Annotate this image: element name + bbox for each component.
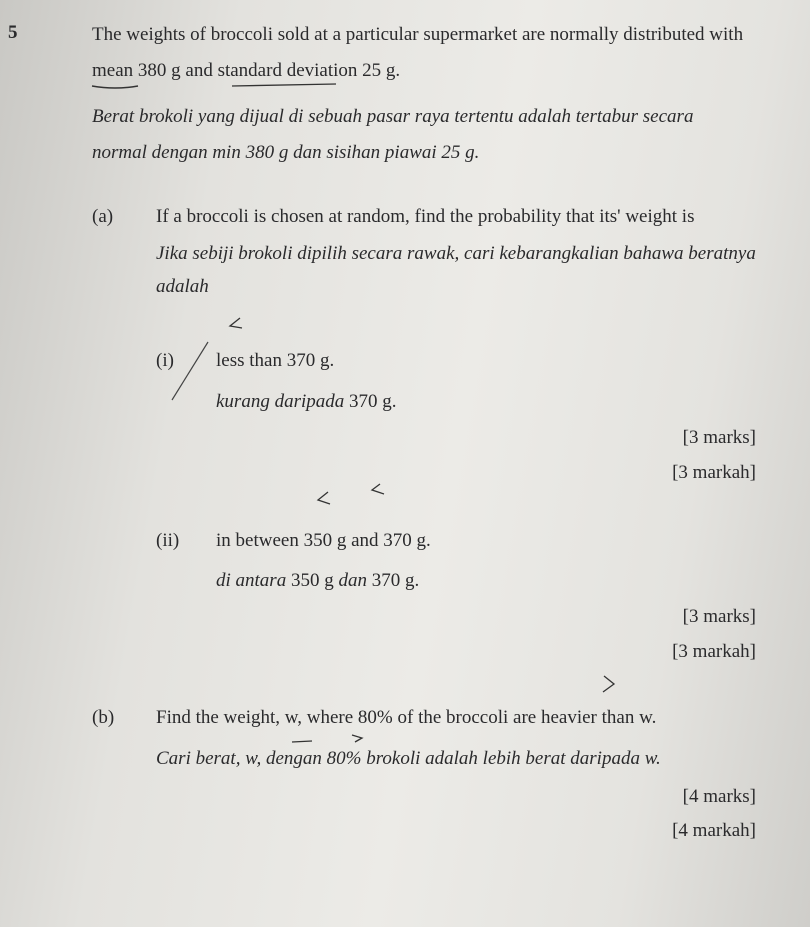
pen-stroke-mark [172, 342, 208, 400]
part-b-ms: Cari berat, w, dengan 80% brokoli adalah lebih berat daripada w. [156, 748, 661, 769]
less-than-mark [230, 318, 242, 328]
intro-en-line1: The weights of broccoli sold at a particular supermarket are normally distributed with [92, 24, 744, 45]
part-a-i-marks-ms: [3 markah] [672, 462, 756, 483]
underline-mark [232, 84, 336, 86]
part-a-ii-en: in between 350 g and 370 g. [216, 530, 431, 551]
part-b-label: (b) [92, 707, 115, 728]
intro-ms-line2: normal dengan min 380 g dan sisihan piawai 25 g. [92, 142, 480, 163]
part-a-ms-line2: adalah [156, 276, 209, 297]
part-a-i-ms: kurang daripada 370 g. [216, 391, 397, 412]
part-a-i-marks-en: [3 marks] [682, 427, 756, 448]
part-a-label: (a) [92, 206, 114, 227]
part-a-i-en: less than 370 g. [216, 350, 335, 371]
question-number: 5 [8, 22, 18, 43]
intro-en-line2: mean 380 g and standard deviation 25 g. [92, 60, 401, 81]
intro-ms-line1: Berat brokoli yang dijual di sebuah pasar raya tertentu adalah tertabur secara [92, 106, 694, 127]
greater-than-mark [603, 676, 614, 692]
greater-than-mark [352, 735, 362, 742]
underline-mark [292, 741, 312, 742]
part-b-marks-ms: [4 markah] [672, 820, 756, 841]
part-b-marks-en: [4 marks] [682, 786, 756, 807]
part-a-en: If a broccoli is chosen at random, find the probability that its' weight is [156, 206, 695, 227]
less-than-mark [372, 484, 384, 494]
part-a-ii-label: (ii) [156, 530, 180, 551]
part-a-ii-ms: di antara 350 g dan 370 g. [216, 570, 420, 591]
underline-mark [92, 86, 138, 88]
part-a-ii-marks-ms: [3 markah] [672, 641, 756, 662]
part-a-ii-marks-en: [3 marks] [682, 606, 756, 627]
less-than-mark [318, 492, 330, 504]
part-a-ms-line1: Jika sebiji brokoli dipilih secara rawak, cari kebarangkalian bahawa beratnya [156, 243, 756, 264]
part-a-i-label: (i) [156, 350, 174, 371]
part-b-en: Find the weight, w, where 80% of the broccoli are heavier than w. [156, 707, 657, 728]
